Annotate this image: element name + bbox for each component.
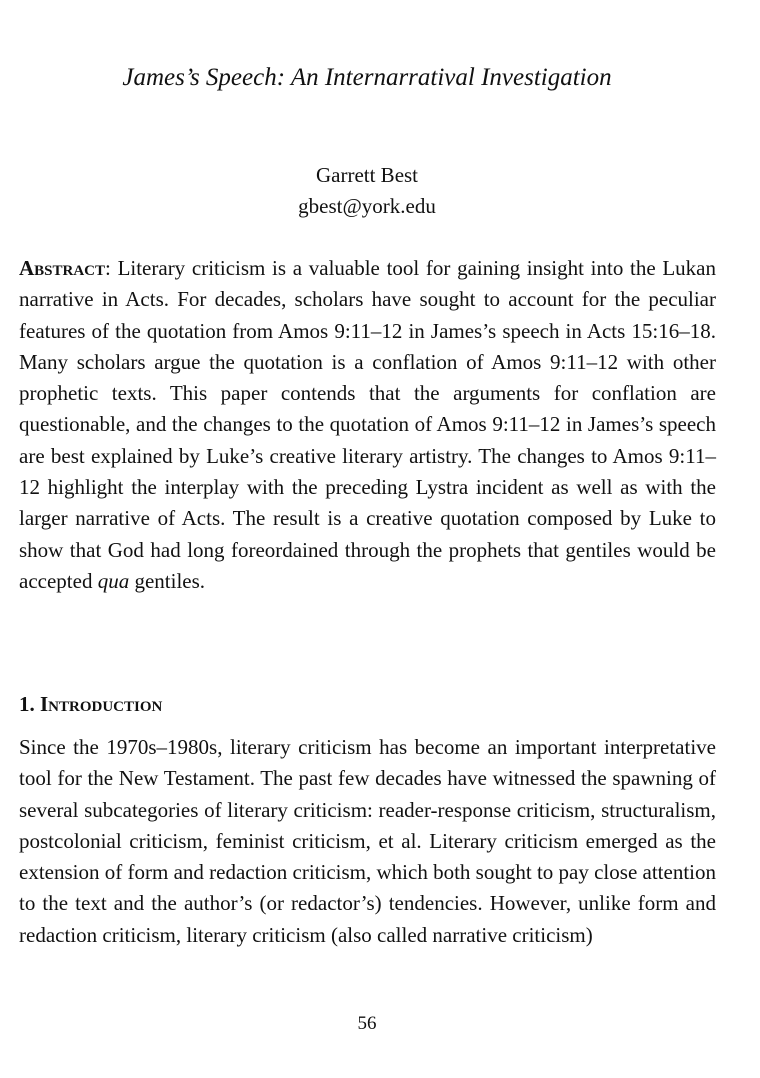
author-name: Garrett Best (315, 163, 419, 187)
section-number: 1. (19, 692, 40, 716)
abstract-paragraph (19, 253, 716, 597)
abstract-italic-term: qua (97, 568, 130, 593)
section-heading (19, 690, 162, 718)
abstract-label: Abstract (19, 256, 106, 280)
section-title: Introduction (40, 692, 163, 716)
page-number: 56 (357, 1013, 377, 1034)
abstract-separator: : (105, 256, 118, 280)
abstract-text-end: gentiles. (129, 568, 206, 593)
author-email: gbest@york.edu (298, 194, 436, 218)
paper-title: James’s Speech: An Internarratival Investigation (122, 64, 612, 91)
abstract-text: Literary criticism is a valuable tool for gaining insight into the Lukan narrative in Acts. For decades, scholars have sought to account for the peculiar features of the quotation from Amos 9:11–12 in James’s speech in Acts 15:16–18. Many scholars argue the quotation is a conflation of Amos 9:11–12 with other prophetic texts. This paper contends that the arguments for conflation are questionable, and the changes to the quotation of Amos 9:11–12 in James’s speech are best explained by Luke’s creative literary artistry. The changes to Amos 9:11–12 highlight the interplay with the preceding Lystra incident as well as with the larger narrative of Acts. The result is a creative quotation composed by Luke to show that God had long foreordained through the prophets that gentiles would be accepted (19, 256, 716, 593)
introduction-paragraph: Since the 1970s–1980s, literary criticism has become an important interpretative tool for the New Testament. The past few decades have witnessed the spawning of several subcategories of literary criticism: reader-response criticism, structuralism, postcolonial criticism, feminist criticism, et al. Literary criticism emerged as the extension of form and redaction criticism, which both sought to pay close attention to the text and the author’s (or redactor’s) tendencies. However, unlike form and redaction criticism, literary criticism (also called narrative criticism) (19, 735, 716, 947)
